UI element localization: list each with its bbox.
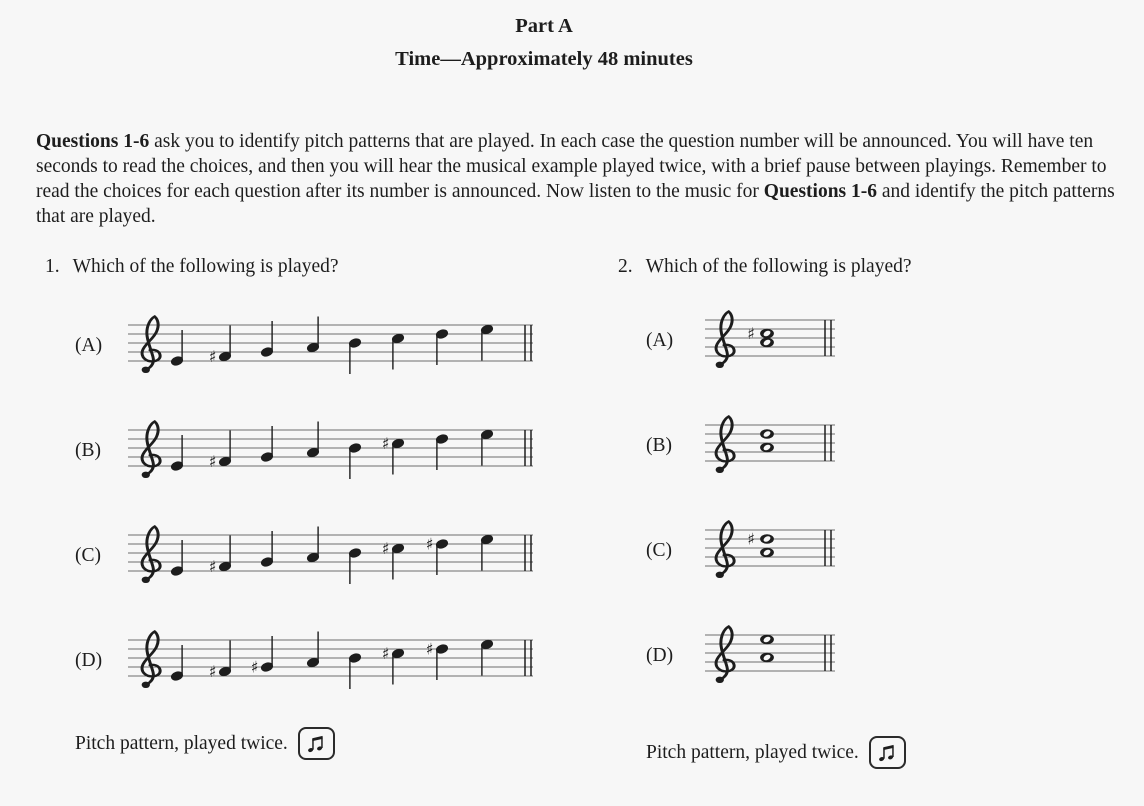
question-number: 2. xyxy=(618,256,633,277)
question-1-option-b-label: (B) xyxy=(75,440,101,461)
question-2-option-c-staff xyxy=(705,498,836,598)
instructions-segment: Questions 1-6 xyxy=(763,181,878,202)
question-2-option-b-staff xyxy=(705,393,836,493)
instructions-segment: ask you to identify pitch patterns that are played. In each case the question number will be announced. You will have ten seconds to read the choices, and then you will hear the musical example played twice, with a brief pause between playings. Remember to read the choices for each question after its number is announced. Now listen to the music for xyxy=(36,131,1107,202)
sharp-icon: ♯ xyxy=(747,529,755,549)
sharp-icon: ♯ xyxy=(381,434,390,453)
question-prompt-text: Which of the following is played? xyxy=(645,256,912,277)
question-number: 1. xyxy=(45,256,60,277)
question-2-option-c-label: (C) xyxy=(646,540,672,561)
question-1-option-c-staff xyxy=(128,503,534,603)
question-prompt-text: Which of the following is played? xyxy=(72,256,339,277)
page-header xyxy=(36,14,1052,71)
sharp-icon: ♯ xyxy=(208,347,217,366)
pitch-pattern-caption: Pitch pattern, played twice. xyxy=(75,732,288,754)
question-1-option-a-label: (A) xyxy=(75,335,103,356)
beamed-note-icon xyxy=(876,742,898,764)
question-1-option-c-label: (C) xyxy=(75,545,101,566)
question-1-footer xyxy=(75,727,335,760)
part-title: Part A xyxy=(515,15,573,37)
instructions-segment: Questions 1-6 xyxy=(36,131,150,152)
pitch-pattern-caption: Pitch pattern, played twice. xyxy=(646,741,859,763)
question-2-option-a-staff xyxy=(705,288,836,388)
sharp-icon: ♯ xyxy=(425,534,434,554)
question-1-option-b-staff xyxy=(128,398,534,498)
question-1-option-a-staff xyxy=(128,293,534,393)
sharp-icon: ♯ xyxy=(747,324,755,343)
question-2-prompt xyxy=(618,256,912,278)
question-1-prompt xyxy=(45,256,339,278)
time-subtitle: Time—Approximately 48 minutes xyxy=(395,48,693,70)
question-2-option-b-label: (B) xyxy=(646,435,672,456)
beamed-note-icon xyxy=(305,733,327,755)
sharp-icon: ♯ xyxy=(250,657,259,677)
audio-note-badge[interactable] xyxy=(298,727,335,760)
instructions-segment: and identify the pitch patterns that are played. xyxy=(36,181,1115,227)
question-2-option-a-label: (A) xyxy=(646,330,674,351)
question-1-option-d-staff xyxy=(128,608,534,708)
question-2-option-d-label: (D) xyxy=(646,645,674,666)
audio-note-badge[interactable] xyxy=(869,736,906,769)
sharp-icon: ♯ xyxy=(381,644,390,663)
question-2-footer xyxy=(646,736,906,769)
sharp-icon: ♯ xyxy=(208,662,217,681)
question-2-option-d-staff xyxy=(705,603,836,703)
sharp-icon: ♯ xyxy=(425,639,434,659)
sharp-icon: ♯ xyxy=(208,557,217,576)
sharp-icon: ♯ xyxy=(208,452,217,471)
instructions-paragraph xyxy=(36,129,1118,229)
question-1-option-d-label: (D) xyxy=(75,650,103,671)
sharp-icon: ♯ xyxy=(381,539,390,558)
